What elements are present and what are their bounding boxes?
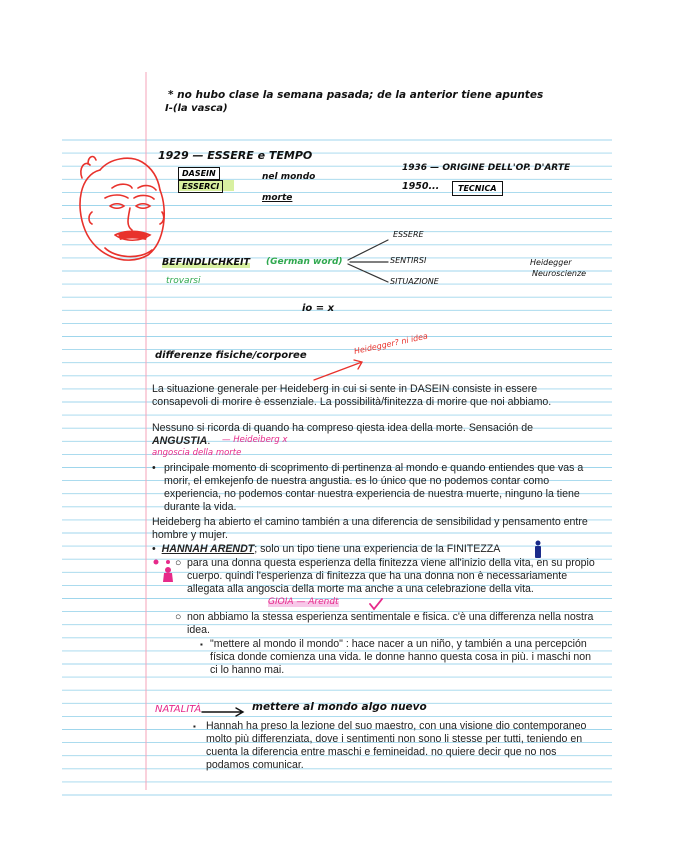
- sub-bullet-marker: ○: [175, 557, 182, 569]
- top-note-2: I-(la vasca): [165, 103, 228, 114]
- paragraph-3: Heideberg ha abierto el camino también a una diferencia de sensibilidad y pensamento entre hombre y mujer.: [152, 516, 588, 541]
- branch-situazione: SITUAZIONE: [390, 277, 439, 286]
- red-arrow: [312, 356, 372, 386]
- paragraph-2: [152, 422, 602, 448]
- origine-note: 1936 — ORIGINE DELL'OP. D'ARTE: [402, 163, 571, 173]
- angustia-term: ANGUSTIA: [152, 435, 208, 447]
- angoscia-note: angoscia della morte: [152, 448, 242, 458]
- heideiberg-note: — Heideiberg x: [222, 435, 288, 445]
- morte-note: morte: [262, 193, 293, 203]
- bullet-last: [193, 720, 593, 772]
- paragraph-1: La situazione generale per Heideberg in cui si sente in DASEIN consiste in essere consapevoli di morire è essenziale. La possibilità/finitezza di morire que noi abbiamo.: [152, 383, 552, 408]
- branch-sentirsi: SENTIRSI: [390, 256, 427, 265]
- nel-mondo-note: nel mondo: [262, 172, 316, 182]
- pink-check: [368, 597, 384, 611]
- bullet-marker: •: [152, 543, 162, 555]
- sub-bullet-marker: ○: [175, 611, 182, 623]
- trovarsi-note: trovarsi: [166, 276, 201, 286]
- bullet-marker: ▪: [193, 722, 196, 731]
- dasein-header: 1929 — ESSERE e TEMPO: [158, 149, 313, 162]
- esserci-box: ESSERCI: [178, 180, 223, 193]
- sub-sub-bullet-1: [200, 638, 595, 677]
- period: .: [207, 435, 211, 447]
- sub-sub-bullet-1-text: "mettere al mondo il mondo" : hace nacer a un niño, y también a una percepción física donde comienza una vida. le donne hanno questa cosa in più. i maschi non ci lo hanno mai.: [210, 638, 592, 676]
- befindlichkeit-term: BEFINDLICHKEIT: [162, 257, 250, 268]
- bullet-marker: •: [152, 462, 156, 474]
- natalita-heading: NATALITÀ: [155, 704, 202, 715]
- dasein-box: DASEIN: [178, 167, 220, 180]
- tecnica-box: TECNICA: [452, 181, 503, 196]
- bullet-1: [152, 462, 602, 514]
- gioia-note: GIOIA — Arendt: [268, 597, 339, 607]
- sub-bullet-2-text: non abbiamo la stessa esperienza sentimentale e fisica. c'è una differenza nella nostra idea.: [187, 611, 594, 636]
- bullet-1-text: principale momento di scoprimento di pertinenza al mondo e quando entiendes que vas a morir, el emkejenfo de nuestra angustia. es lo único que no podemos contar como experiencia, no podemos contar nuestra experiencia de nuestra muerte, ninguno la tiene durante la vida.: [164, 462, 584, 513]
- heidegger-neuro-2: Neuroscienze: [532, 269, 587, 278]
- io-x-note: io = x: [302, 303, 335, 314]
- bullet-last-text: Hannah ha preso la lezione del suo maestro, con una visione dio contemporaneo molto più differenziata, dove i sentimenti non sono li stesse per tutti, teniendo en cuenta la diferencia entre maschi e femineidad. no quiere decir que no nos podamos comunicar.: [206, 720, 587, 771]
- arendt-name: HANNAH ARENDT: [161, 543, 255, 555]
- arendt-rest: ; solo un tipo tiene una experiencia de la FINITEZZA: [254, 543, 501, 555]
- mettere-note: mettere al mondo algo nuevo: [252, 701, 427, 713]
- paragraph-2-text: Nessuno si ricorda di quando ha compreso qiesta idea della morte. Sensación de: [152, 422, 534, 434]
- sub-bullet-1: [175, 557, 595, 596]
- branch-essere: ESSERE: [393, 230, 424, 239]
- differenze-heading: differenze fisiche/corporee: [155, 350, 307, 361]
- sub-bullet-1-text: para una donna questa esperienza della finitezza viene all'inizio della vita, en su propio cuerpo. quindi l'esperienza di finitezza que ha una donna non è necessariamente allegata alla angoscia della morte ma anche a una celebrazione della vita.: [187, 557, 595, 595]
- black-arrow: [200, 705, 250, 719]
- sub-sub-bullet-marker: ▪: [200, 640, 203, 649]
- heidegger-portrait-sketch: [70, 150, 170, 270]
- top-note: * no hubo clase la semana pasada; de la anterior tiene apuntes: [168, 89, 544, 101]
- heidegger-neuro-1: Heidegger: [530, 258, 572, 267]
- german-word-note: (German word): [266, 257, 343, 267]
- year-1950-note: 1950...: [402, 181, 440, 192]
- heidegger-idea-note: Heidegger? ni idea: [353, 331, 429, 356]
- sub-bullet-2: [175, 611, 595, 637]
